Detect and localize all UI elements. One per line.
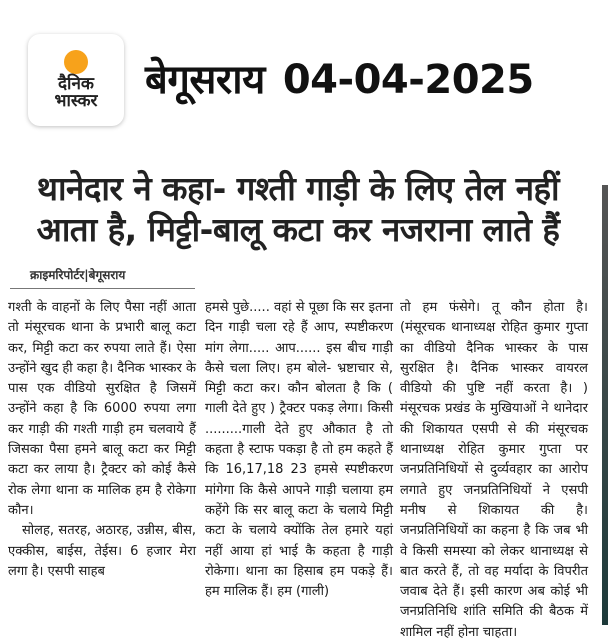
article-column-1 [8,298,196,582]
headline-line-2: आता है, मिट्टी-बालू कटा कर नजराना लाते हैं [36,210,560,249]
article-column-2 [205,298,393,602]
edition-date: 04-04-2025 [282,57,534,103]
column-1-paragraph-1: गश्ती के वाहनों के लिए पैसा नहीं आता तो मंसूरचक थाना के प्रभारी बालू कटा कर, मिट्टी कटा कर रुपया लाते हैं। ऐसा उन्होंने खुद ही कहा है। दैनिक भास्कर के पास एक वीडियो सुरक्षित है जिसमें उन्होंने कहा है कि 6000 रुपया लगा कर गाड़ी की गश्ती गाड़ी हम चलवाये हैं जिसका पैसा हमने बालू कटा कर मिट्टी कटा कर लाया है। ट्रैक्टर को कोई कैसे रोक लेगा थाना क मालिक हम है रोकेगा कौन। [8,300,196,518]
dainik-bhaskar-logo [28,34,124,126]
logo-text-line1: दैनिक [58,74,94,94]
byline-divider [10,288,195,289]
adjacent-page-edge [602,185,608,625]
sun-icon [64,50,88,74]
article-headline [8,168,588,250]
column-1-paragraph-2: सोलह, सतरह, अठारह, उन्नीस, बीस, एक्कीस, बाईस, तेईस। 6 हजार मेरा लगा है। एसपी साहब [8,523,196,579]
logo-text-line2: भास्कर [54,91,98,111]
article-column-3 [400,298,588,643]
byline: क्राइमरिपोर्टर|बेगूसराय [30,268,126,282]
edition-city: बेगूसराय [145,57,265,103]
headline-line-1: थानेदार ने कहा- गश्ती गाड़ी के लिए तेल नहीं [36,169,560,208]
edition-header [145,50,534,105]
column-2-paragraph: हमसे पुछे..... वहां से पूछा कि सर इतना दिन गाड़ी चला रहे हैं आप, स्पष्टीकरण मांग लेगा..... आप...... इस बीच गाड़ी कैसे चला लिए। हम बोले- भ्रष्टाचार से, मिट्टी कटा कर। कौन बोलता है कि ( गाली देते हुए ) ट्रैक्टर पकड़ लेगा। किसी .........गाली देते हुए औकात है तो कहता है स्टाफ पकड़ा है तो हम कहते हैं कि 16,17,18 23 हमसे स्पष्टीकरण मांगेगा कि कैसे आपने गाड़ी चलाया हम कहेंगे कि सर बालू कटा के चलाये मिट्टी कटा के चलाये क्योंकि तेल हमारे यहां नहीं आया हां भाई कै कहता है गाड़ी रोकेगा। थाना का हिसाब हम पकड़े हैं। हम मालिक हैं। हम (गाली) [205,300,393,600]
column-3-paragraph: तो हम फंसेगे। तू कौन होता है। (मंसूरचक थानाध्यक्ष रोहित कुमार गुप्ता का वीडियो दैनिक भास्कर के पास सुरक्षित है। दैनिक भास्कर वायरल वीडियो की पुष्टि नहीं करता है। ) मंसूरचक प्रखंड के मुखियाओं ने थानेदार की शिकायत एसपी से की मंसूरचक थानाध्यक्ष रोहित कुमार गुप्ता पर जनप्रतिनिधियों से दुर्व्यवहार का आरोप लगाते हुए जनप्रतिनिधियों ने एसपी मनीष से शिकायत की है। जनप्रतिनिधियों का कहना है कि जब भी वे किसी समस्या को लेकर थानाध्यक्ष से बात करते हैं, तो वह मर्यादा के विपरीत जवाब देते हैं। इसी कारण अब कोई भी जनप्रतिनिधि शांति समिति की बैठक में शामिल नहीं होना चाहता। [400,300,588,640]
